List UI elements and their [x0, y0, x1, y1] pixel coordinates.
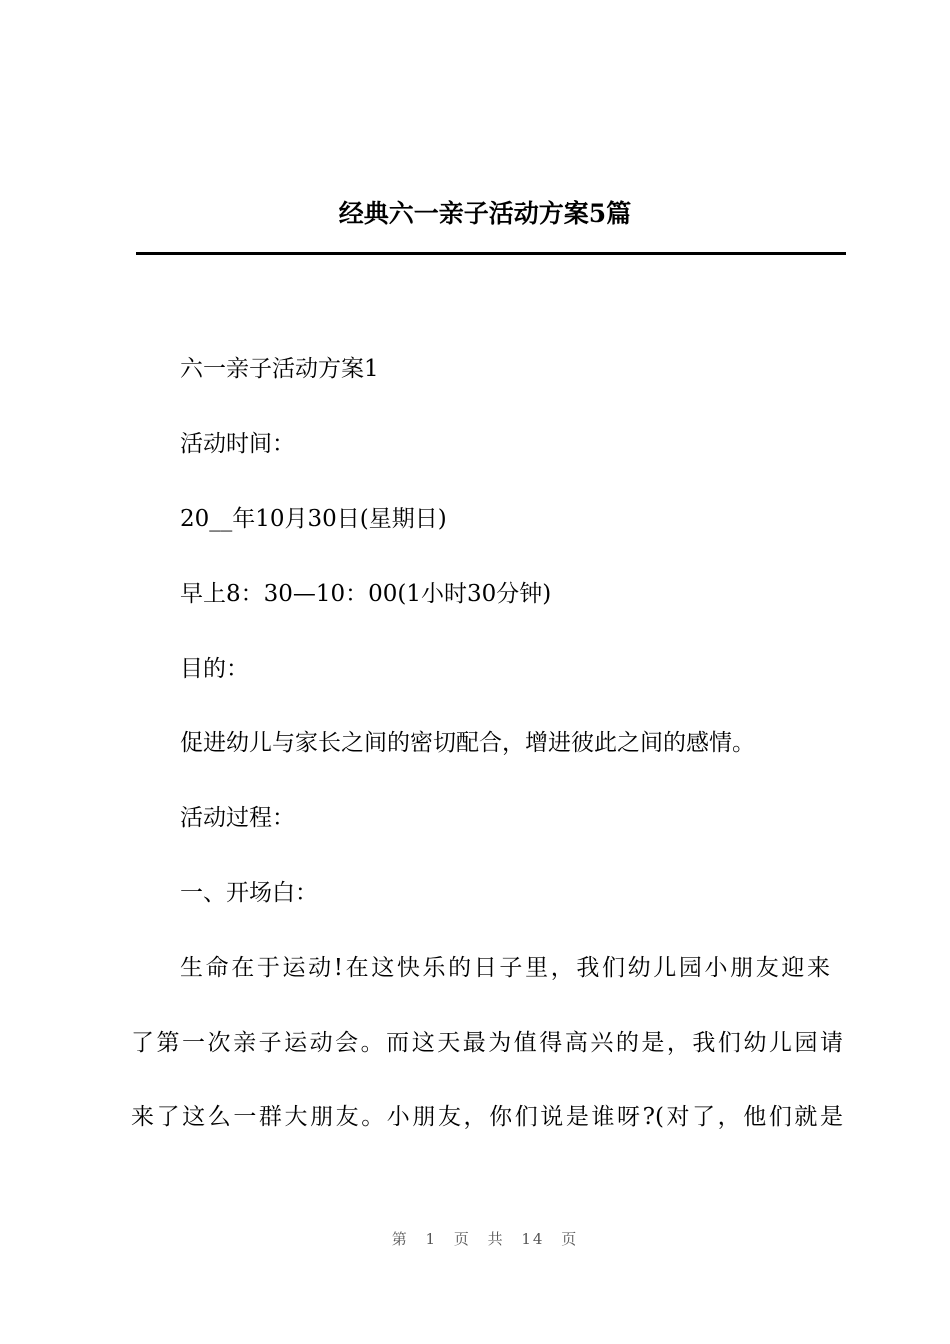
paragraph-line: 活动时间：	[180, 431, 295, 457]
paragraph-line: 了第一次亲子运动会。而这天最为值得高兴的是，我们幼儿园请	[131, 1030, 843, 1056]
paragraph-line: 一、开场白：	[180, 880, 318, 906]
paragraph-line: 生命在于运动!在这快乐的日子里，我们幼儿园小朋友迎来	[180, 955, 830, 981]
page-footer: 第 1 页 共 14 页	[391, 1230, 579, 1248]
paragraph-line: 促进幼儿与家长之间的密切配合，增进彼此之间的感情。	[180, 730, 755, 756]
title-underline	[136, 252, 846, 255]
section-heading: 六一亲子活动方案1	[180, 356, 379, 382]
paragraph-line: 活动过程：	[180, 805, 295, 831]
paragraph-line: 来了这么一群大朋友。小朋友，你们说是谁呀?(对了，他们就是	[131, 1104, 843, 1130]
paragraph-line: 目的：	[180, 656, 249, 682]
paragraph-line: 20__年10月30日(星期日)	[180, 506, 447, 532]
document-title: 经典六一亲子活动方案5篇	[338, 199, 632, 228]
paragraph-line: 早上8：30—10：00(1小时30分钟)	[180, 581, 552, 607]
